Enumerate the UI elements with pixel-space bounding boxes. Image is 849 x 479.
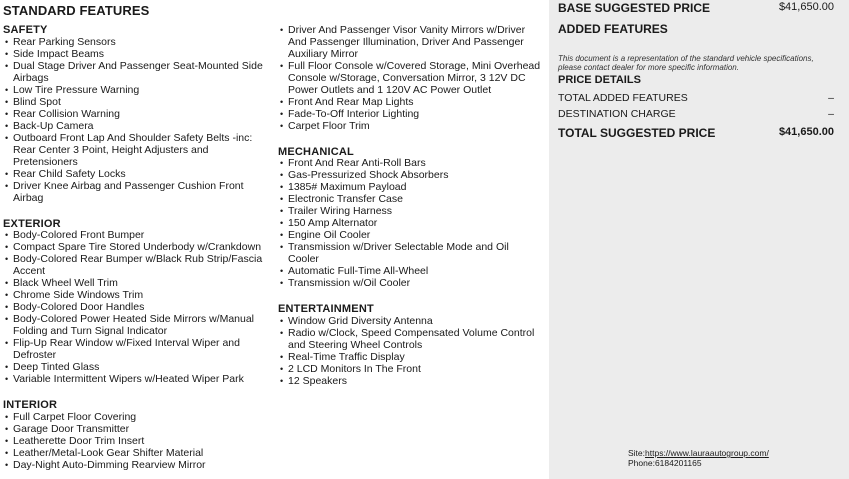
section-heading-entertainment: ENTERTAINMENT xyxy=(278,303,374,315)
feature-item: • Trailer Wiring Harness xyxy=(278,205,542,217)
feature-item: • Fade-To-Off Interior Lighting xyxy=(278,108,542,120)
base-price-value: $41,650.00 xyxy=(778,1,834,13)
feature-item: • Body-Colored Door Handles xyxy=(3,301,275,313)
feature-item: • Rear Parking Sensors xyxy=(3,36,275,48)
phone-label: Phone: xyxy=(628,458,655,468)
feature-item: • Transmission w/Oil Cooler xyxy=(278,277,542,289)
total-suggested-price-value: $41,650.00 xyxy=(778,126,834,138)
feature-item: • Driver Knee Airbag and Passenger Cushion Front Airbag xyxy=(3,180,275,204)
entertainment-list xyxy=(278,315,542,387)
feature-item: • Rear Collision Warning xyxy=(3,108,275,120)
feature-item: • Body-Colored Front Bumper xyxy=(3,229,275,241)
total-added-features-label: TOTAL ADDED FEATURES xyxy=(558,92,688,104)
feature-item: • Leatherette Door Trim Insert xyxy=(3,435,275,447)
destination-charge-value: – xyxy=(828,108,834,120)
feature-item: • 2 LCD Monitors In The Front xyxy=(278,363,542,375)
total-added-features-value: – xyxy=(828,92,834,104)
site-label: Site: xyxy=(628,448,646,458)
section-heading-mechanical: MECHANICAL xyxy=(278,146,354,158)
feature-item: • Black Wheel Well Trim xyxy=(3,277,275,289)
destination-charge-row xyxy=(558,108,834,120)
feature-item: • Front And Rear Anti-Roll Bars xyxy=(278,157,542,169)
safety-list xyxy=(3,36,275,204)
destination-charge-label: DESTINATION CHARGE xyxy=(558,108,676,120)
section-heading-exterior: EXTERIOR xyxy=(3,218,61,230)
feature-item: • Carpet Floor Trim xyxy=(278,120,542,132)
feature-item: • Side Impact Beams xyxy=(3,48,275,60)
feature-item: • Full Floor Console w/Covered Storage, Mini Overhead Console w/Storage, Conversation Mirror, 3 12V DC Power Outlets and 1 120V AC Power Outlet xyxy=(278,60,542,96)
feature-item: • Flip-Up Rear Window w/Fixed Interval Wiper and Defroster xyxy=(3,337,275,361)
feature-item: • Low Tire Pressure Warning xyxy=(3,84,275,96)
feature-item: • Variable Intermittent Wipers w/Heated Wiper Park xyxy=(3,373,275,385)
feature-item: • 150 Amp Alternator xyxy=(278,217,542,229)
feature-item: • Dual Stage Driver And Passenger Seat-Mounted Side Airbags xyxy=(3,60,275,84)
site-line xyxy=(628,448,769,458)
mechanical-list xyxy=(278,157,542,289)
feature-item: • Automatic Full-Time All-Wheel xyxy=(278,265,542,277)
pricing-panel xyxy=(549,0,849,479)
feature-item: • Garage Door Transmitter xyxy=(3,423,275,435)
feature-item: • Blind Spot xyxy=(3,96,275,108)
exterior-list xyxy=(3,229,275,385)
feature-item: • Electronic Transfer Case xyxy=(278,193,542,205)
base-price-label: BASE SUGGESTED PRICE xyxy=(558,1,711,15)
feature-item: • Real-Time Traffic Display xyxy=(278,351,542,363)
feature-item: • Body-Colored Rear Bumper w/Black Rub Strip/Fascia Accent xyxy=(3,253,275,277)
feature-item: • Day-Night Auto-Dimming Rearview Mirror xyxy=(3,459,275,471)
feature-item: • Rear Child Safety Locks xyxy=(3,168,275,180)
feature-item: • Back-Up Camera xyxy=(3,120,275,132)
feature-item: • Compact Spare Tire Stored Underbody w/Crankdown xyxy=(3,241,275,253)
disclaimer-text: This document is a representation of the standard vehicle specifications, please contact dealer for more specific information. xyxy=(558,54,814,72)
feature-item: • Leather/Metal-Look Gear Shifter Material xyxy=(3,447,275,459)
interior-continued-list xyxy=(278,24,542,132)
total-suggested-price-label: TOTAL SUGGESTED PRICE xyxy=(558,126,716,140)
feature-item: • Engine Oil Cooler xyxy=(278,229,542,241)
phone-number: 6184201165 xyxy=(654,458,702,468)
feature-item: • 1385# Maximum Payload xyxy=(278,181,542,193)
dealer-contact xyxy=(628,448,769,468)
interior-list xyxy=(3,411,275,471)
feature-item: • Chrome Side Windows Trim xyxy=(3,289,275,301)
feature-item: • Body-Colored Power Heated Side Mirrors w/Manual Folding and Turn Signal Indicator xyxy=(3,313,275,337)
total-suggested-price-row xyxy=(558,126,834,140)
feature-item: • Radio w/Clock, Speed Compensated Volume Control and Steering Wheel Controls xyxy=(278,327,542,351)
feature-item: • 12 Speakers xyxy=(278,375,542,387)
feature-item: • Outboard Front Lap And Shoulder Safety Belts -inc: Rear Center 3 Point, Height Adjusters and Pretensioners xyxy=(3,132,275,168)
feature-item: • Gas-Pressurized Shock Absorbers xyxy=(278,169,542,181)
price-details-title: PRICE DETAILS xyxy=(558,74,641,86)
total-added-features-row xyxy=(558,92,834,104)
feature-item: • Full Carpet Floor Covering xyxy=(3,411,275,423)
added-features-title: ADDED FEATURES xyxy=(558,22,668,36)
site-link[interactable]: https://www.lauraautogroup.com/ xyxy=(645,448,769,458)
feature-item: • Deep Tinted Glass xyxy=(3,361,275,373)
phone-line xyxy=(628,458,769,468)
feature-item: • Transmission w/Driver Selectable Mode and Oil Cooler xyxy=(278,241,542,265)
feature-item: • Window Grid Diversity Antenna xyxy=(278,315,542,327)
feature-item: • Driver And Passenger Visor Vanity Mirrors w/Driver And Passenger Illumination, Driver And Passenger Auxiliary Mirror xyxy=(278,24,542,60)
section-heading-interior: INTERIOR xyxy=(3,399,58,411)
feature-item: • Front And Rear Map Lights xyxy=(278,96,542,108)
section-heading-safety: SAFETY xyxy=(3,24,48,36)
page-title: STANDARD FEATURES xyxy=(3,3,150,18)
